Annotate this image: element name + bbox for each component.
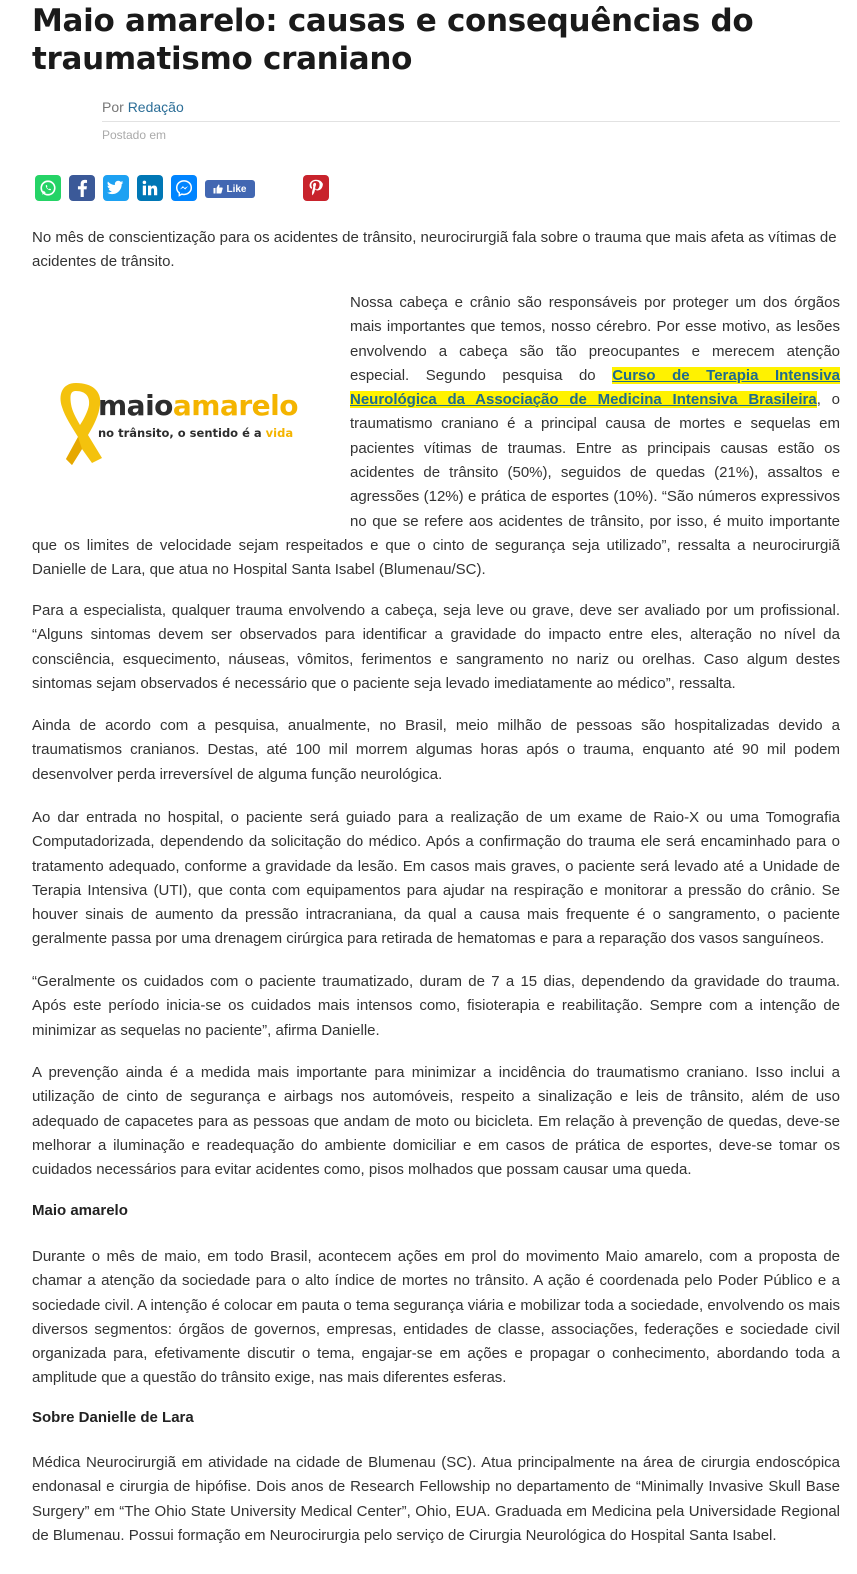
byline-prefix: Por bbox=[102, 99, 124, 115]
facebook-like-button[interactable] bbox=[205, 180, 255, 198]
posted-date: Postado em bbox=[102, 128, 167, 142]
paragraph-2-end: , o traumatismo craniano é a principal causa de mortes e sequelas em pacientes vítimas de traumas. Entre as principais causas estão os acidentes de trânsito (50%), seguidos de quedas (21%), assaltos e agressões (12%) e prática de esportes (10%). “São números expressivos no que se refere aos acidentes de trânsito, por isso, é muito importante que os limites de velocidade sejam respeitados e que o cinto de segurança seja utilizado”, ressalta a neurocirurgiã Danielle de Lara, que atua no Hospital Santa Isabel (Blumenau/SC). bbox=[32, 391, 840, 579]
linkedin-icon[interactable] bbox=[137, 175, 163, 201]
author-link[interactable]: Redação bbox=[127, 99, 184, 115]
byline-divider bbox=[102, 121, 840, 122]
course-link[interactable]: Curso de Terapia Intensiva Neurológica da Associação de Medicina Intensiva Brasileira bbox=[350, 366, 840, 409]
twitter-icon[interactable] bbox=[103, 175, 129, 201]
logo-brand-maio: maio bbox=[98, 389, 173, 422]
pinterest-icon[interactable] bbox=[303, 175, 329, 201]
thumbs-up-icon bbox=[213, 184, 223, 194]
paragraph-2-start: Nossa cabeça e crânio são responsáveis por proteger um dos órgãos mais importantes que temos, nosso cérebro. Por esse motivo, as lesões envolvendo a cabeça são tão preocupantes e merecem atenção especial. Segundo pesquisa do bbox=[350, 294, 840, 384]
paragraph-4: Ainda de acordo com a pesquisa, anualmente, no Brasil, meio milhão de pessoas são hospitalizadas devido a traumatismos cranianos. Destas, até 100 mil morrem algumas horas após o trauma, enquanto até 90 mil podem desenvolver perda irreversível de alguma função neurológica. bbox=[32, 717, 840, 783]
heading-sobre-danielle: Sobre Danielle de Lara bbox=[32, 1409, 194, 1426]
paragraph-5: Ao dar entrada no hospital, o paciente será guiado para a realização de um exame de Raio-X ou uma Tomografia Computadorizada, dependendo da solicitação do médico. Após a confirmação do trauma ele será encaminhado para o tratamento adequado, conforme a gravidade da lesão. Em casos mais graves, o paciente será levado até a Unidade de Terapia Intensiva (UTI), que conta com equipamentos para ajudar na respiração e monitorar a pressão do crânio. Se houver sinais de aumento da pressão intracraniana, da qual a causa mais frequente é o sangramento, o paciente geralmente passa por uma drenagem cirúrgica para retirada de hematomas e para a reparação dos vasos sanguíneos. bbox=[32, 809, 840, 948]
logo-brand-amarelo: amarelo bbox=[172, 389, 299, 422]
paragraph-8: Durante o mês de maio, em todo Brasil, acontecem ações em prol do movimento Maio amarelo, com a proposta de chamar a atenção da sociedade para o alto índice de mortes no trânsito. A ação é coordenada pelo Poder Público e a sociedade civil. A intenção é colocar em pauta o tema segurança viária e mobilizar toda a sociedade, envolvendo os mais diversos segmentos: órgãos de governos, empresas, entidades de classe, associações, federações e sociedade civil organizada para, efetivamente discutir o tema, engajar-se em ações e propagar o conhecimento, abordando toda a amplitude que a questão do trânsito exige, nas mais diferentes esferas. bbox=[32, 1248, 840, 1387]
intro-paragraph: No mês de conscientização para os acidentes de trânsito, neurocirurgiã fala sobre o trauma que mais afeta as vítimas de acidentes de trânsito. bbox=[32, 229, 837, 271]
byline bbox=[102, 99, 184, 115]
paragraph-6: “Geralmente os cuidados com o paciente traumatizado, duram de 7 a 15 dias, dependendo da gravidade do trauma. Após este período inicia-se os cuidados mais intensos como, fisioterapia e reabilitação. Sempre com a intenção de minimizar as sequelas no paciente”, afirma Danielle. bbox=[32, 973, 840, 1039]
heading-maio-amarelo: Maio amarelo bbox=[32, 1202, 128, 1219]
messenger-icon[interactable] bbox=[171, 175, 197, 201]
article-title: Maio amarelo: causas e consequências do traumatismo craniano bbox=[32, 3, 754, 77]
paragraph-7: A prevenção ainda é a medida mais importante para minimizar a incidência do traumatismo craniano. Isso inclui a utilização de cinto de segurança e airbags nos automóveis, respeito a sinalização e leis de trânsito, além de uso adequado de capacetes para as pessoas que andam de moto ou bicicleta. Em relação à prevenção de quedas, deve-se melhorar a iluminação e readequação do ambiente domiciliar e em casos de prática de esportes, deve-se tomar os cuidados necessários para evitar acidentes como, pisos molhados que possam causar uma queda. bbox=[32, 1064, 840, 1179]
logo-tagline: no trânsito, o sentido é a bbox=[98, 426, 266, 440]
maio-amarelo-logo bbox=[32, 291, 332, 531]
logo-tagline-accent: vida bbox=[265, 426, 294, 440]
like-label: Like bbox=[226, 183, 247, 195]
article-body-intro bbox=[32, 291, 840, 583]
paragraph-3: Para a especialista, qualquer trauma envolvendo a cabeça, seja leve ou grave, deve ser avaliado por um profissional. “Alguns sintomas devem ser observados para identificar a gravidade do impacto entre eles, alteração no nível da consciência, esquecimento, náuseas, vômitos, ferimentos e sangramento no nariz ou orelhas. Caso algum destes sintomas sejam observados é necessário que o paciente seja levado imediatamente ao médico”, ressalta. bbox=[32, 602, 840, 692]
whatsapp-icon[interactable] bbox=[35, 175, 61, 201]
facebook-icon[interactable] bbox=[69, 175, 95, 201]
paragraph-9: Médica Neurocirurgiã em atividade na cidade de Blumenau (SC). Atua principalmente na área de cirurgia endoscópica endonasal e cirurgia de hipófise. Dois anos de Research Fellowship no departamento de “Minimally Invasive Skull Base Surgery” em “The Ohio State University Medical Center”, Ohio, EUA. Graduada em Medicina pela Universidade Regional de Blumenau. Possui formação em Neurocirurgia pelo serviço de Cirurgia Neurológica do Hospital Santa Isabel. bbox=[32, 1454, 840, 1544]
